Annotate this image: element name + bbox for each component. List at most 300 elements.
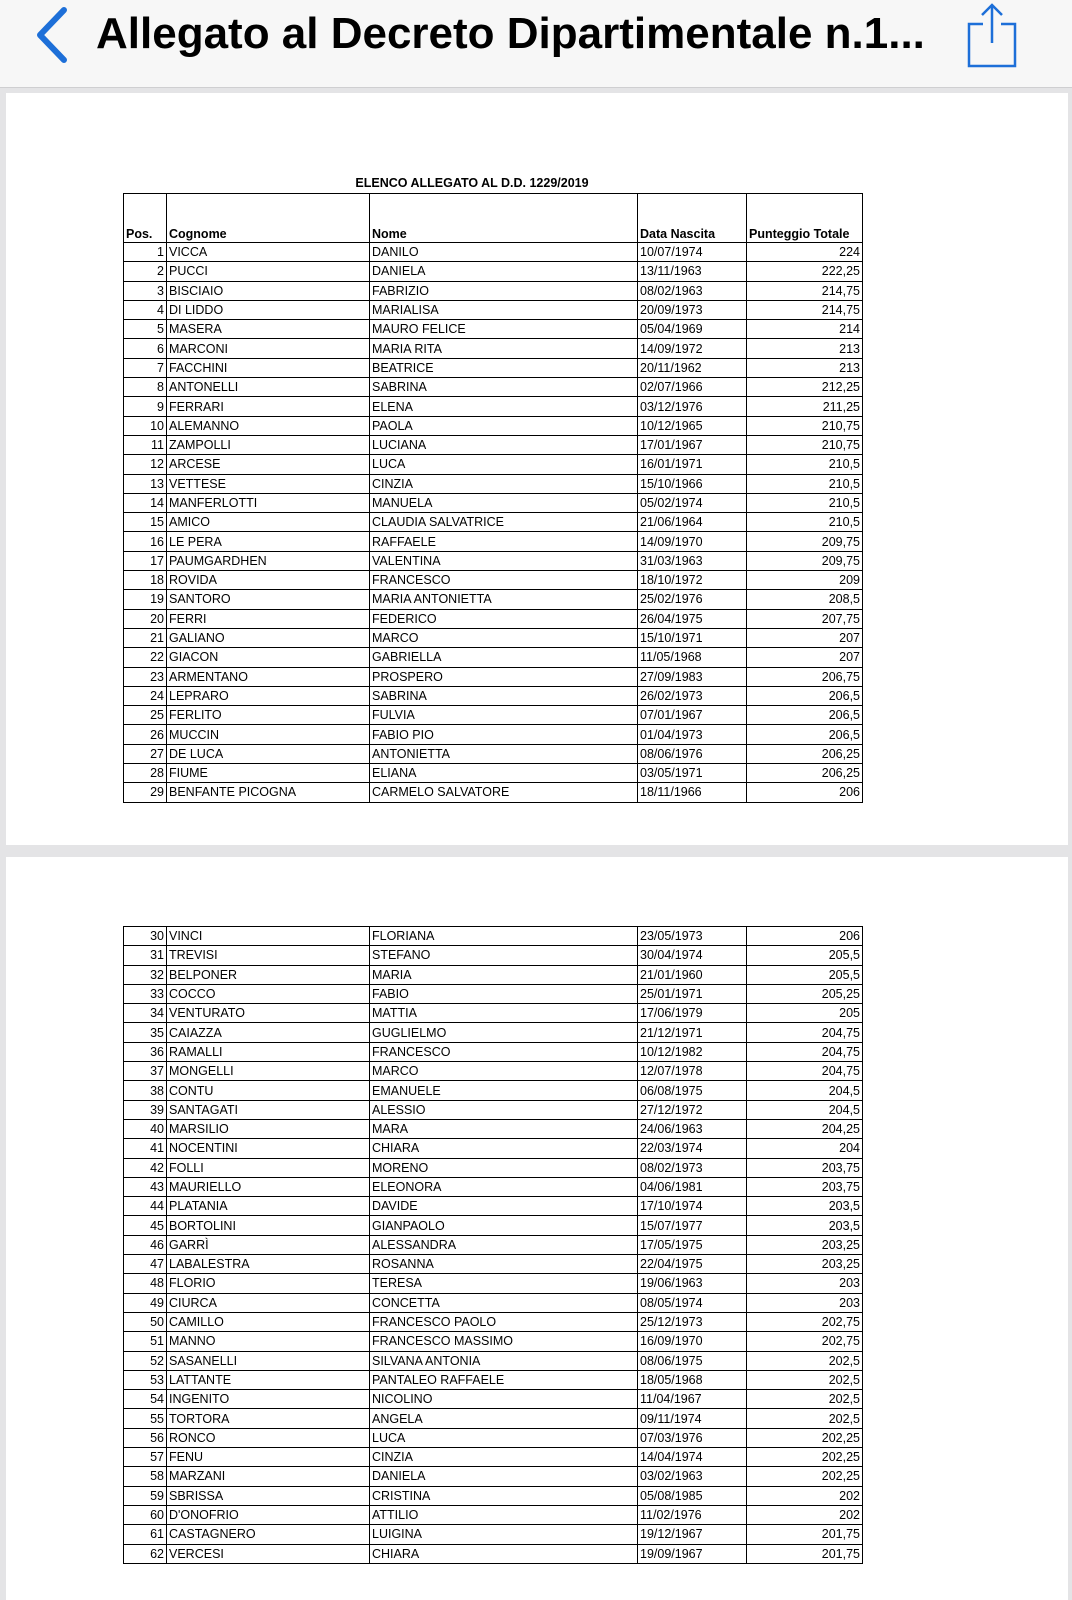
- cell-data-nascita: 15/07/1977: [638, 1216, 747, 1235]
- table-row: [124, 435, 863, 454]
- cell-pos: 28: [124, 764, 167, 783]
- cell-cognome: AMICO: [167, 513, 370, 532]
- cell-cognome: FIUME: [167, 764, 370, 783]
- table-row: [124, 1100, 863, 1119]
- cell-nome: LUCA: [370, 1428, 638, 1447]
- header-cognome: Cognome: [167, 194, 370, 243]
- cell-data-nascita: 24/06/1963: [638, 1119, 747, 1138]
- cell-data-nascita: 10/12/1982: [638, 1042, 747, 1061]
- cell-pos: 36: [124, 1042, 167, 1061]
- cell-punteggio: 202: [747, 1505, 863, 1524]
- cell-nome: DANIELA: [370, 1467, 638, 1486]
- ranking-table-page-2: [123, 926, 863, 1564]
- cell-nome: GIANPAOLO: [370, 1216, 638, 1235]
- cell-nome: MARIALISA: [370, 300, 638, 319]
- table-body-page-1: [124, 243, 863, 803]
- cell-data-nascita: 10/12/1965: [638, 416, 747, 435]
- cell-punteggio: 205,5: [747, 965, 863, 984]
- table-row: [124, 320, 863, 339]
- table-row: [124, 474, 863, 493]
- table-row: [124, 378, 863, 397]
- cell-data-nascita: 07/01/1967: [638, 706, 747, 725]
- cell-data-nascita: 12/07/1978: [638, 1062, 747, 1081]
- table-row: [124, 493, 863, 512]
- cell-pos: 5: [124, 320, 167, 339]
- cell-pos: 54: [124, 1390, 167, 1409]
- cell-cognome: LEPRARO: [167, 686, 370, 705]
- cell-data-nascita: 23/05/1973: [638, 927, 747, 946]
- cell-cognome: SANTORO: [167, 590, 370, 609]
- cell-pos: 40: [124, 1119, 167, 1138]
- cell-punteggio: 210,5: [747, 513, 863, 532]
- cell-nome: MARIA: [370, 965, 638, 984]
- header-pos: Pos.: [124, 194, 167, 243]
- cell-punteggio: 204,75: [747, 1062, 863, 1081]
- cell-cognome: SASANELLI: [167, 1351, 370, 1370]
- cell-data-nascita: 16/01/1971: [638, 455, 747, 474]
- cell-cognome: CONTU: [167, 1081, 370, 1100]
- cell-pos: 42: [124, 1158, 167, 1177]
- cell-punteggio: 206,5: [747, 686, 863, 705]
- cell-data-nascita: 06/08/1975: [638, 1081, 747, 1100]
- cell-data-nascita: 09/11/1974: [638, 1409, 747, 1428]
- cell-punteggio: 203: [747, 1274, 863, 1293]
- cell-nome: DANILO: [370, 243, 638, 262]
- cell-nome: DANIELA: [370, 262, 638, 281]
- cell-cognome: VINCI: [167, 927, 370, 946]
- cell-punteggio: 203,75: [747, 1177, 863, 1196]
- cell-punteggio: 201,75: [747, 1525, 863, 1544]
- table-row: [124, 1312, 863, 1331]
- table-row: [124, 1370, 863, 1389]
- cell-data-nascita: 17/01/1967: [638, 435, 747, 454]
- table-row: [124, 590, 863, 609]
- cell-punteggio: 214,75: [747, 300, 863, 319]
- cell-cognome: MARCONI: [167, 339, 370, 358]
- cell-pos: 39: [124, 1100, 167, 1119]
- cell-punteggio: 207: [747, 648, 863, 667]
- table-row: [124, 1409, 863, 1428]
- cell-pos: 57: [124, 1448, 167, 1467]
- cell-nome: FULVIA: [370, 706, 638, 725]
- table-row: [124, 1139, 863, 1158]
- cell-cognome: CIURCA: [167, 1293, 370, 1312]
- cell-nome: MARCO: [370, 628, 638, 647]
- cell-punteggio: 210,5: [747, 474, 863, 493]
- table-body-page-2: [124, 927, 863, 1564]
- cell-data-nascita: 11/05/1968: [638, 648, 747, 667]
- table-row: [124, 725, 863, 744]
- cell-data-nascita: 17/05/1975: [638, 1235, 747, 1254]
- cell-cognome: PUCCI: [167, 262, 370, 281]
- share-button[interactable]: [960, 0, 1024, 72]
- cell-pos: 32: [124, 965, 167, 984]
- cell-pos: 41: [124, 1139, 167, 1158]
- cell-pos: 51: [124, 1332, 167, 1351]
- cell-punteggio: 206: [747, 927, 863, 946]
- cell-pos: 17: [124, 551, 167, 570]
- cell-cognome: DI LIDDO: [167, 300, 370, 319]
- cell-pos: 18: [124, 571, 167, 590]
- table-row: [124, 744, 863, 763]
- cell-pos: 48: [124, 1274, 167, 1293]
- table-row: [124, 262, 863, 281]
- cell-nome: LUCA: [370, 455, 638, 474]
- cell-data-nascita: 08/05/1974: [638, 1293, 747, 1312]
- cell-data-nascita: 18/05/1968: [638, 1370, 747, 1389]
- cell-punteggio: 201,75: [747, 1544, 863, 1563]
- cell-pos: 33: [124, 984, 167, 1003]
- table-row: [124, 1197, 863, 1216]
- cell-data-nascita: 27/09/1983: [638, 667, 747, 686]
- cell-nome: FRANCESCO: [370, 571, 638, 590]
- cell-cognome: TORTORA: [167, 1409, 370, 1428]
- cell-nome: ELIANA: [370, 764, 638, 783]
- cell-pos: 21: [124, 628, 167, 647]
- cell-nome: ALESSANDRA: [370, 1235, 638, 1254]
- cell-data-nascita: 03/05/1971: [638, 764, 747, 783]
- cell-cognome: COCCO: [167, 984, 370, 1003]
- cell-punteggio: 204,5: [747, 1100, 863, 1119]
- cell-nome: BEATRICE: [370, 358, 638, 377]
- header-nome: Nome: [370, 194, 638, 243]
- cell-punteggio: 202,5: [747, 1351, 863, 1370]
- cell-cognome: RAMALLI: [167, 1042, 370, 1061]
- cell-punteggio: 203,5: [747, 1216, 863, 1235]
- cell-pos: 3: [124, 281, 167, 300]
- cell-nome: MARA: [370, 1119, 638, 1138]
- table-row: [124, 686, 863, 705]
- cell-cognome: INGENITO: [167, 1390, 370, 1409]
- cell-nome: CINZIA: [370, 474, 638, 493]
- share-icon: [966, 3, 1018, 69]
- cell-pos: 20: [124, 609, 167, 628]
- cell-data-nascita: 10/07/1974: [638, 243, 747, 262]
- cell-punteggio: 202,5: [747, 1409, 863, 1428]
- table-row: [124, 571, 863, 590]
- cell-data-nascita: 04/06/1981: [638, 1177, 747, 1196]
- cell-nome: GABRIELLA: [370, 648, 638, 667]
- cell-cognome: GARRÌ: [167, 1235, 370, 1254]
- cell-pos: 49: [124, 1293, 167, 1312]
- cell-data-nascita: 21/12/1971: [638, 1023, 747, 1042]
- cell-pos: 43: [124, 1177, 167, 1196]
- cell-cognome: CAIAZZA: [167, 1023, 370, 1042]
- cell-punteggio: 208,5: [747, 590, 863, 609]
- table-row: [124, 1023, 863, 1042]
- cell-nome: FRANCESCO PAOLO: [370, 1312, 638, 1331]
- cell-nome: CHIARA: [370, 1139, 638, 1158]
- cell-pos: 9: [124, 397, 167, 416]
- table-header-row: [124, 194, 863, 243]
- table-row: [124, 1505, 863, 1524]
- cell-nome: SABRINA: [370, 378, 638, 397]
- cell-pos: 7: [124, 358, 167, 377]
- cell-punteggio: 206,25: [747, 744, 863, 763]
- cell-punteggio: 202,75: [747, 1312, 863, 1331]
- table-row: [124, 1351, 863, 1370]
- table-row: [124, 1119, 863, 1138]
- table-row: [124, 984, 863, 1003]
- document-page-1: [6, 93, 1068, 845]
- cell-nome: FABIO PIO: [370, 725, 638, 744]
- cell-cognome: MARZANI: [167, 1467, 370, 1486]
- table-row: [124, 1390, 863, 1409]
- cell-pos: 19: [124, 590, 167, 609]
- cell-cognome: VETTESE: [167, 474, 370, 493]
- table-row: [124, 339, 863, 358]
- cell-data-nascita: 19/12/1967: [638, 1525, 747, 1544]
- cell-punteggio: 209,75: [747, 551, 863, 570]
- table-row: [124, 358, 863, 377]
- cell-punteggio: 206: [747, 783, 863, 802]
- cell-pos: 34: [124, 1004, 167, 1023]
- cell-pos: 50: [124, 1312, 167, 1331]
- cell-cognome: FENU: [167, 1448, 370, 1467]
- cell-punteggio: 202,25: [747, 1428, 863, 1447]
- cell-nome: DAVIDE: [370, 1197, 638, 1216]
- cell-nome: MARIA RITA: [370, 339, 638, 358]
- cell-cognome: LABALESTRA: [167, 1255, 370, 1274]
- cell-pos: 16: [124, 532, 167, 551]
- cell-punteggio: 214,75: [747, 281, 863, 300]
- header-data-nascita: Data Nascita: [638, 194, 747, 243]
- cell-pos: 6: [124, 339, 167, 358]
- cell-cognome: VERCESI: [167, 1544, 370, 1563]
- cell-data-nascita: 27/12/1972: [638, 1100, 747, 1119]
- cell-punteggio: 209,75: [747, 532, 863, 551]
- cell-nome: ELEONORA: [370, 1177, 638, 1196]
- table-row: [124, 1293, 863, 1312]
- cell-nome: LUCIANA: [370, 435, 638, 454]
- cell-pos: 27: [124, 744, 167, 763]
- chevron-left-icon: [34, 6, 70, 64]
- cell-nome: TERESA: [370, 1274, 638, 1293]
- cell-punteggio: 204: [747, 1139, 863, 1158]
- table-row: [124, 946, 863, 965]
- table-row: [124, 532, 863, 551]
- cell-punteggio: 204,25: [747, 1119, 863, 1138]
- cell-pos: 12: [124, 455, 167, 474]
- cell-nome: ANTONIETTA: [370, 744, 638, 763]
- cell-pos: 55: [124, 1409, 167, 1428]
- cell-punteggio: 210,75: [747, 416, 863, 435]
- cell-nome: MATTIA: [370, 1004, 638, 1023]
- cell-pos: 44: [124, 1197, 167, 1216]
- sheet-title-wrap: [6, 176, 1068, 190]
- cell-nome: ELENA: [370, 397, 638, 416]
- cell-pos: 38: [124, 1081, 167, 1100]
- cell-punteggio: 210,75: [747, 435, 863, 454]
- cell-nome: ROSANNA: [370, 1255, 638, 1274]
- cell-punteggio: 213: [747, 358, 863, 377]
- table-row: [124, 1274, 863, 1293]
- table-row: [124, 300, 863, 319]
- cell-data-nascita: 15/10/1966: [638, 474, 747, 493]
- cell-data-nascita: 26/02/1973: [638, 686, 747, 705]
- cell-cognome: FERLITO: [167, 706, 370, 725]
- cell-nome: CONCETTA: [370, 1293, 638, 1312]
- table-row: [124, 1062, 863, 1081]
- cell-nome: CRISTINA: [370, 1486, 638, 1505]
- cell-pos: 2: [124, 262, 167, 281]
- cell-nome: RAFFAELE: [370, 532, 638, 551]
- cell-data-nascita: 08/02/1963: [638, 281, 747, 300]
- cell-data-nascita: 26/04/1975: [638, 609, 747, 628]
- cell-data-nascita: 19/06/1963: [638, 1274, 747, 1293]
- cell-punteggio: 202,5: [747, 1370, 863, 1389]
- cell-data-nascita: 03/02/1963: [638, 1467, 747, 1486]
- cell-data-nascita: 30/04/1974: [638, 946, 747, 965]
- cell-pos: 35: [124, 1023, 167, 1042]
- cell-cognome: MASERA: [167, 320, 370, 339]
- cell-data-nascita: 05/04/1969: [638, 320, 747, 339]
- cell-data-nascita: 15/10/1971: [638, 628, 747, 647]
- cell-punteggio: 204,75: [747, 1023, 863, 1042]
- cell-cognome: FOLLI: [167, 1158, 370, 1177]
- cell-data-nascita: 31/03/1963: [638, 551, 747, 570]
- cell-cognome: ZAMPOLLI: [167, 435, 370, 454]
- cell-punteggio: 202,75: [747, 1332, 863, 1351]
- cell-data-nascita: 18/11/1966: [638, 783, 747, 802]
- table-row: [124, 243, 863, 262]
- cell-punteggio: 202,25: [747, 1467, 863, 1486]
- cell-data-nascita: 25/12/1973: [638, 1312, 747, 1331]
- cell-cognome: TREVISI: [167, 946, 370, 965]
- cell-nome: LUIGINA: [370, 1525, 638, 1544]
- cell-pos: 59: [124, 1486, 167, 1505]
- cell-pos: 14: [124, 493, 167, 512]
- cell-data-nascita: 13/11/1963: [638, 262, 747, 281]
- cell-data-nascita: 11/04/1967: [638, 1390, 747, 1409]
- cell-punteggio: 202,5: [747, 1390, 863, 1409]
- cell-pos: 15: [124, 513, 167, 532]
- table-row: [124, 1525, 863, 1544]
- table-row: [124, 1332, 863, 1351]
- cell-cognome: NOCENTINI: [167, 1139, 370, 1158]
- cell-data-nascita: 08/06/1976: [638, 744, 747, 763]
- table-row: [124, 628, 863, 647]
- back-button[interactable]: [22, 0, 82, 70]
- cell-punteggio: 209: [747, 571, 863, 590]
- cell-pos: 4: [124, 300, 167, 319]
- cell-punteggio: 206,5: [747, 706, 863, 725]
- cell-punteggio: 205,25: [747, 984, 863, 1003]
- cell-cognome: BORTOLINI: [167, 1216, 370, 1235]
- cell-nome: CINZIA: [370, 1448, 638, 1467]
- cell-nome: STEFANO: [370, 946, 638, 965]
- cell-pos: 22: [124, 648, 167, 667]
- cell-data-nascita: 01/04/1973: [638, 725, 747, 744]
- cell-pos: 23: [124, 667, 167, 686]
- cell-data-nascita: 18/10/1972: [638, 571, 747, 590]
- table-row: [124, 648, 863, 667]
- cell-punteggio: 213: [747, 339, 863, 358]
- cell-pos: 47: [124, 1255, 167, 1274]
- cell-pos: 29: [124, 783, 167, 802]
- cell-cognome: ANTONELLI: [167, 378, 370, 397]
- table-row: [124, 783, 863, 802]
- cell-pos: 13: [124, 474, 167, 493]
- cell-punteggio: 210,5: [747, 455, 863, 474]
- cell-cognome: MANFERLOTTI: [167, 493, 370, 512]
- table-row: [124, 1448, 863, 1467]
- cell-cognome: BENFANTE PICOGNA: [167, 783, 370, 802]
- table-row: [124, 455, 863, 474]
- cell-pos: 1: [124, 243, 167, 262]
- cell-pos: 10: [124, 416, 167, 435]
- cell-cognome: VENTURATO: [167, 1004, 370, 1023]
- cell-data-nascita: 14/09/1972: [638, 339, 747, 358]
- cell-punteggio: 203,75: [747, 1158, 863, 1177]
- cell-punteggio: 206,75: [747, 667, 863, 686]
- cell-cognome: CAMILLO: [167, 1312, 370, 1331]
- cell-cognome: VICCA: [167, 243, 370, 262]
- cell-nome: MARIA ANTONIETTA: [370, 590, 638, 609]
- table-row: [124, 1042, 863, 1061]
- cell-data-nascita: 14/09/1970: [638, 532, 747, 551]
- cell-pos: 46: [124, 1235, 167, 1254]
- cell-cognome: ALEMANNO: [167, 416, 370, 435]
- table-row: [124, 965, 863, 984]
- table-row: [124, 1467, 863, 1486]
- cell-nome: ANGELA: [370, 1409, 638, 1428]
- cell-nome: FEDERICO: [370, 609, 638, 628]
- cell-cognome: D'ONOFRIO: [167, 1505, 370, 1524]
- cell-punteggio: 203,5: [747, 1197, 863, 1216]
- cell-pos: 61: [124, 1525, 167, 1544]
- cell-nome: PROSPERO: [370, 667, 638, 686]
- cell-pos: 60: [124, 1505, 167, 1524]
- cell-data-nascita: 20/09/1973: [638, 300, 747, 319]
- header-punteggio: Punteggio Totale: [747, 194, 863, 243]
- table-row: [124, 1235, 863, 1254]
- cell-cognome: ROVIDA: [167, 571, 370, 590]
- cell-cognome: RONCO: [167, 1428, 370, 1447]
- cell-punteggio: 205,5: [747, 946, 863, 965]
- document-page-2: [6, 857, 1068, 1600]
- cell-punteggio: 202: [747, 1486, 863, 1505]
- cell-cognome: FLORIO: [167, 1274, 370, 1293]
- cell-pos: 8: [124, 378, 167, 397]
- cell-data-nascita: 21/06/1964: [638, 513, 747, 532]
- cell-data-nascita: 19/09/1967: [638, 1544, 747, 1563]
- cell-cognome: SANTAGATI: [167, 1100, 370, 1119]
- cell-punteggio: 224: [747, 243, 863, 262]
- cell-cognome: LATTANTE: [167, 1370, 370, 1389]
- cell-punteggio: 222,25: [747, 262, 863, 281]
- cell-punteggio: 210,5: [747, 493, 863, 512]
- cell-cognome: SBRISSA: [167, 1486, 370, 1505]
- cell-punteggio: 203,25: [747, 1255, 863, 1274]
- cell-cognome: DE LUCA: [167, 744, 370, 763]
- table-row: [124, 706, 863, 725]
- cell-nome: CHIARA: [370, 1544, 638, 1563]
- document-title: Allegato al Decreto Dipartimentale n.1...: [96, 9, 925, 58]
- cell-nome: SILVANA ANTONIA: [370, 1351, 638, 1370]
- table-row: [124, 1081, 863, 1100]
- navigation-bar: [0, 0, 1072, 88]
- cell-data-nascita: 16/09/1970: [638, 1332, 747, 1351]
- cell-pos: 31: [124, 946, 167, 965]
- sheet-title: ELENCO ALLEGATO AL D.D. 1229/2019: [355, 176, 589, 190]
- cell-cognome: FACCHINI: [167, 358, 370, 377]
- cell-cognome: ARMENTANO: [167, 667, 370, 686]
- cell-nome: EMANUELE: [370, 1081, 638, 1100]
- cell-nome: FRANCESCO MASSIMO: [370, 1332, 638, 1351]
- cell-nome: MAURO FELICE: [370, 320, 638, 339]
- cell-punteggio: 205: [747, 1004, 863, 1023]
